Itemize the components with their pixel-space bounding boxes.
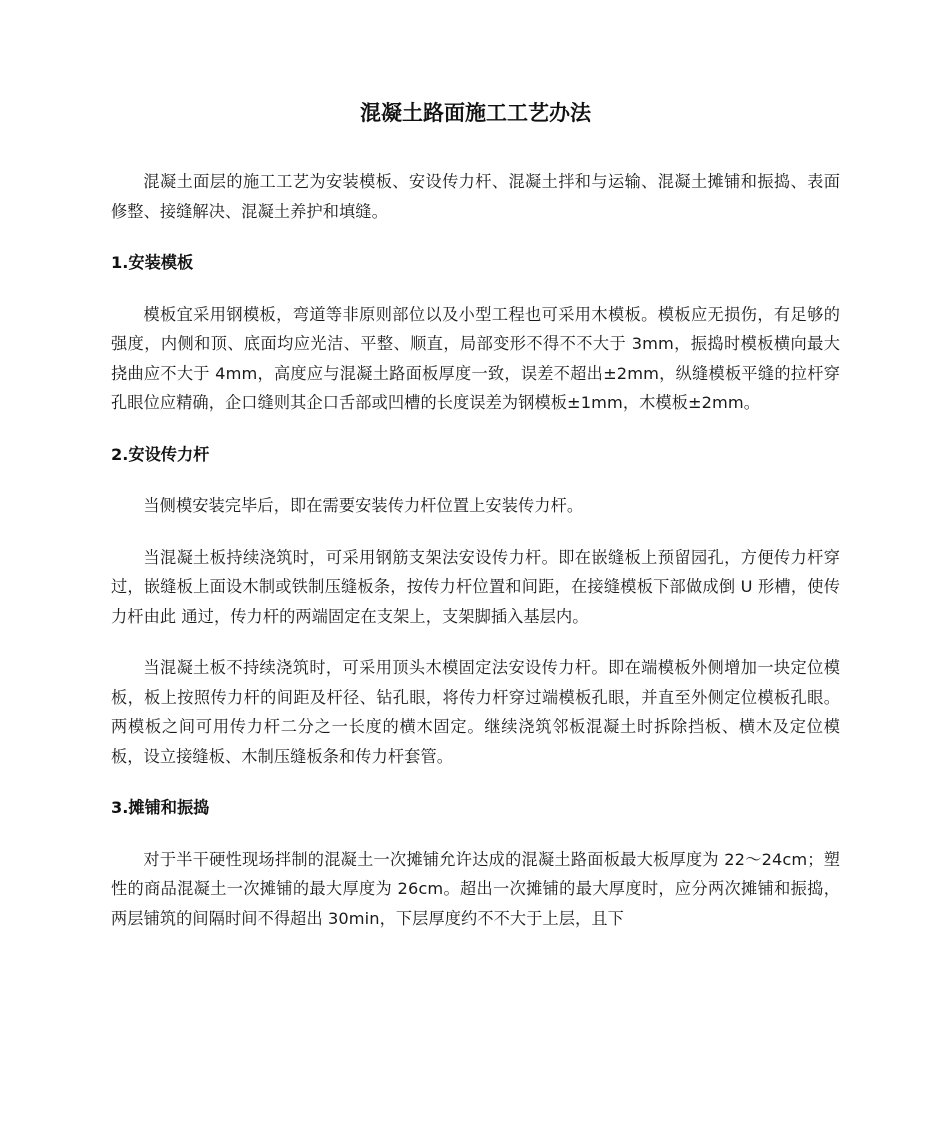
intro-paragraph: 混凝土面层的施工工艺为安装模板、安设传力杆、混凝土拌和与运输、混凝土摊铺和振捣、表面修整、接缝解决、混凝土养护和填缝。	[111, 172, 840, 221]
document-title: 混凝土路面施工工艺办法	[360, 101, 591, 125]
document-body	[111, 167, 840, 955]
section-heading-spreading-vibrating: 3.摊铺和振捣	[111, 798, 210, 817]
section-2-paragraph: 当混凝土板不持续浇筑时，可采用顶头木模固定法安设传力杆。即在端模板外侧增加一块定位模板，板上按照传力杆的间距及杆径、钻孔眼，将传力杆穿过端模板孔眼，并直至外侧定位模板孔眼。两模板之间可用传力杆二分之一长度的横木固定。继续浇筑邻板混凝土时拆除挡板、横木及定位模板，设立接缝板、木制压缝板条和传力杆套管。	[111, 658, 840, 766]
section-heading-install-formwork: 1.安装模板	[111, 253, 194, 272]
section-2-paragraph: 当侧模安装完毕后，即在需要安装传力杆位置上安装传力杆。	[143, 496, 584, 515]
section-2-paragraph: 当混凝土板持续浇筑时，可采用钢筋支架法安设传力杆。即在嵌缝板上预留园孔，方便传力杆穿过，嵌缝板上面设木制或铁制压缝板条，按传力杆位置和间距，在接缝模板下部做成倒 U 形槽，使传力杆由此 通过，传力杆的两端固定在支架上，支架脚插入基层内。	[111, 547, 840, 626]
section-3-paragraph: 对于半干硬性现场拌制的混凝土一次摊铺允许达成的混凝土路面板最大板厚度为 22～24cm；塑性的商品混凝土一次摊铺的最大厚度为 26cm。超出一次摊铺的最大厚度时，应分两次摊铺和振捣，两层铺筑的间隔时间不得超出 30min，下层厚度约不不大于上层，且下	[111, 849, 840, 928]
section-heading-dowel-bars: 2.安设传力杆	[111, 444, 210, 464]
section-1-paragraph: 模板宜采用钢模板，弯道等非原则部位以及小型工程也可采用木模板。模板应无损伤，有足够的强度，内侧和顶、底面均应光洁、平整、顺直，局部变形不得不不大于 3mm，振捣时模板横向最大挠曲应不大于 4mm，高度应与混凝土路面板厚度一致，误差不超出±2mm，纵缝模板平缝的拉杆穿孔眼位应精确，企口缝则其企口舌部或凹槽的长度误差为钢模板±1mm，木模板±2mm。	[111, 304, 840, 412]
